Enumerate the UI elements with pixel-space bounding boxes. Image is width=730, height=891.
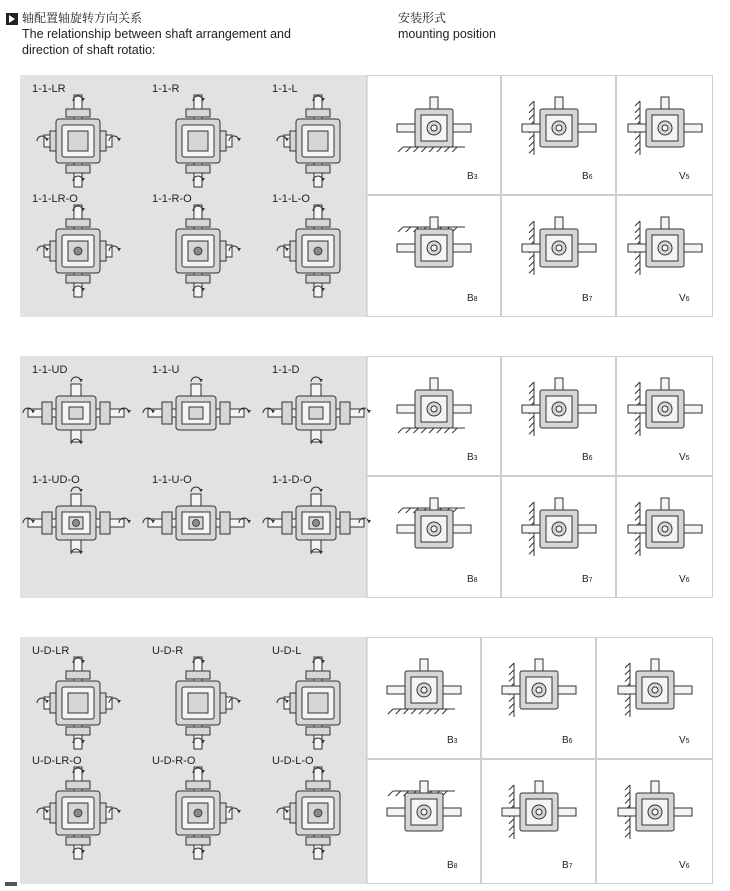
mounting-diagram — [389, 213, 479, 283]
mount-position-label: B8 — [447, 860, 458, 871]
mounting-diagram — [610, 777, 700, 847]
gearbox-diagram — [38, 203, 118, 299]
config-label: 1-1-D — [272, 364, 300, 376]
mount-position-label: B8 — [467, 293, 478, 304]
mount-position-subscript: 8 — [473, 577, 478, 584]
gearbox-diagram — [158, 203, 238, 299]
mount-position-label: B6 — [582, 171, 593, 182]
mounting-diagram — [610, 655, 700, 725]
mounting-diagram — [494, 655, 584, 725]
mount-position-label: B7 — [562, 860, 573, 871]
gearbox-diagram — [264, 488, 368, 558]
mount-position-subscript: 6 — [588, 174, 593, 181]
gearbox-diagram — [38, 93, 118, 189]
mount-header — [398, 10, 496, 42]
gearbox-diagram — [158, 655, 238, 751]
mount-position-label: V6 — [679, 293, 690, 304]
section-bullet-icon — [6, 13, 18, 25]
mount-position-subscript: 5 — [685, 455, 690, 462]
mounting-diagram — [514, 494, 604, 564]
mount-position-subscript: 3 — [473, 455, 478, 462]
config-label: U-D-L-O — [272, 755, 314, 767]
mount-position-subscript: 7 — [568, 863, 573, 870]
mount-position-subscript: 3 — [473, 174, 478, 181]
gearbox-diagram — [144, 488, 248, 558]
mount-position-label: V6 — [679, 574, 690, 585]
mount-position-label: V5 — [679, 735, 690, 746]
config-label: 1-1-D-O — [272, 474, 312, 486]
mount-position-label: B3 — [467, 171, 478, 182]
gearbox-diagram — [24, 378, 128, 448]
mounting-diagram — [379, 777, 469, 847]
footer-mark — [5, 882, 17, 886]
gearbox-diagram — [278, 93, 358, 189]
config-label: 1-1-R-O — [152, 193, 192, 205]
gearbox-diagram — [158, 93, 238, 189]
config-label: U-D-LR — [32, 645, 70, 657]
gearbox-diagram — [278, 655, 358, 751]
mount-position-subscript: 7 — [588, 577, 593, 584]
gearbox-diagram — [158, 765, 238, 861]
mount-position-subscript: 8 — [473, 296, 478, 303]
config-label: U-D-R — [152, 645, 184, 657]
mounting-diagram — [389, 93, 479, 163]
config-label: 1-1-UD-O — [32, 474, 80, 486]
config-label: U-D-R-O — [152, 755, 196, 767]
gearbox-diagram — [144, 378, 248, 448]
config-label: 1-1-L-O — [272, 193, 310, 205]
config-label: 1-1-U-O — [152, 474, 192, 486]
mount-position-label: V6 — [679, 860, 690, 871]
mount-position-subscript: 6 — [685, 577, 690, 584]
mount-position-subscript: 6 — [568, 738, 573, 745]
gearbox-diagram — [278, 203, 358, 299]
mount-position-label: V5 — [679, 452, 690, 463]
config-label: 1-1-U — [152, 364, 180, 376]
config-label: 1-1-L — [272, 83, 298, 95]
mounting-diagram — [620, 213, 710, 283]
gearbox-diagram — [38, 655, 118, 751]
mount-position-subscript: 5 — [685, 738, 690, 745]
mounting-diagram — [389, 494, 479, 564]
mount-position-subscript: 5 — [685, 174, 690, 181]
mount-title-zh: 安装形式 — [398, 11, 447, 25]
section-header — [22, 10, 291, 58]
mount-position-label: B7 — [582, 574, 593, 585]
config-label: 1-1-UD — [32, 364, 68, 376]
mounting-diagram — [389, 374, 479, 444]
mount-position-label: V5 — [679, 171, 690, 182]
mount-position-subscript: 3 — [453, 738, 458, 745]
config-label: 1-1-R — [152, 83, 180, 95]
config-label: U-D-LR-O — [32, 755, 82, 767]
mount-position-subscript: 7 — [588, 296, 593, 303]
config-label: U-D-L — [272, 645, 302, 657]
mount-position-label: B6 — [562, 735, 573, 746]
mount-position-label: B6 — [582, 452, 593, 463]
mount-position-label: B3 — [447, 735, 458, 746]
gearbox-diagram — [38, 765, 118, 861]
mount-position-subscript: 6 — [588, 455, 593, 462]
mount-position-subscript: 6 — [685, 863, 690, 870]
title-en-line2: direction of shaft rotatio: — [22, 43, 156, 57]
gearbox-diagram — [278, 765, 358, 861]
mounting-diagram — [514, 374, 604, 444]
mounting-diagram — [620, 374, 710, 444]
mounting-diagram — [494, 777, 584, 847]
title-en-line1: The relationship between shaft arrangement and — [22, 27, 291, 41]
title-zh: 轴配置轴旋转方向关系 — [22, 11, 143, 25]
mount-position-label: B8 — [467, 574, 478, 585]
gearbox-diagram — [24, 488, 128, 558]
mounting-diagram — [620, 494, 710, 564]
mounting-diagram — [514, 213, 604, 283]
config-label: 1-1-LR-O — [32, 193, 78, 205]
mount-position-label: B3 — [467, 452, 478, 463]
mount-position-label: B7 — [582, 293, 593, 304]
mounting-diagram — [379, 655, 469, 725]
gearbox-diagram — [264, 378, 368, 448]
mount-title-en: mounting position — [398, 27, 496, 41]
mount-position-subscript: 6 — [685, 296, 690, 303]
mounting-diagram — [620, 93, 710, 163]
config-label: 1-1-LR — [32, 83, 66, 95]
mounting-diagram — [514, 93, 604, 163]
mount-position-subscript: 8 — [453, 863, 458, 870]
